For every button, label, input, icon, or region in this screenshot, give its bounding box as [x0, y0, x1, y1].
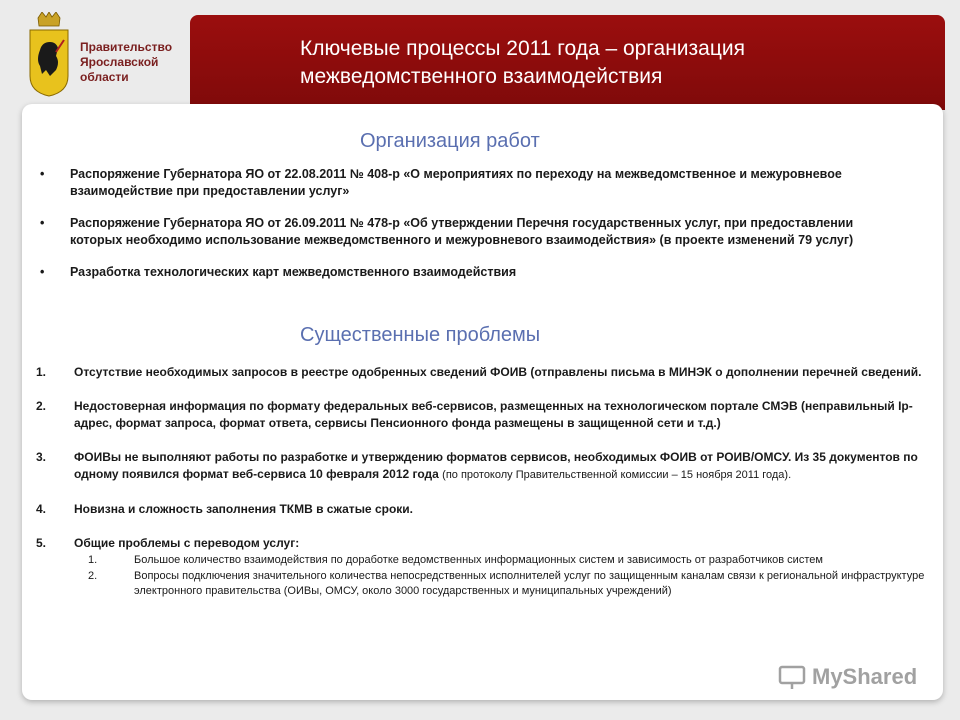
problems-list: [36, 364, 926, 599]
watermark-text: MyShared: [812, 664, 918, 689]
list-item: 1. Отсутствие необходимых запросов в реестре одобренных сведений ФОИВ (отправлены письма в МИНЭК о дополнении перечней сведений.: [36, 365, 922, 379]
page-title: Ключевые процессы 2011 года – организация межведомственного взаимодействия: [300, 37, 745, 88]
list-item: • Распоряжение Губернатора ЯО от 22.08.2011 № 408-р «О мероприятиях по переходу на межведомственное и межуровневое взаимодействие при предоставлении услуг»: [40, 167, 842, 198]
list-item: • Разработка технологических карт межведомственного взаимодействия: [40, 265, 517, 279]
section-heading-organization: Организация работ: [360, 130, 540, 152]
coat-of-arms-icon: [26, 12, 72, 98]
sub-list-item: 1. Большое количество взаимодействия по доработке ведомственных информационных систем и зависимость от разработчиков систем: [88, 554, 823, 566]
organization-bullet-list: [38, 166, 908, 296]
government-logo: [26, 12, 186, 102]
list-item: 5. Общие проблемы с переводом услуг: 1. Большое количество взаимодействия по доработке ведомственных информационных систем и зависимость от разработчиков систем 2. Вопросы подключения значительного количества непосредственных исполнителей услуг по защищенным каналам связи к региональной инфраструктуре электронного правительства (ОИВы, ОМСУ, около 3000 государственных и муниципальных учреждений): [36, 536, 925, 597]
bullet-icon: •: [40, 265, 45, 279]
bullet-icon: •: [40, 216, 45, 230]
content-card: [22, 104, 943, 700]
list-item: 4. Новизна и сложность заполнения ТКМВ в сжатые сроки.: [36, 502, 413, 516]
list-item: • Распоряжение Губернатора ЯО от 26.09.2011 № 478-р «Об утверждении Перечня государственных услуг, при предоставлении которых необходимо использование межведомственного и межуровневого взаимодействия» (в проекте изменений 79 услуг): [40, 216, 854, 247]
bullet-icon: •: [40, 167, 45, 181]
presentation-icon: [778, 663, 806, 691]
sub-list-item: 2. Вопросы подключения значительного количества непосредственных исполнителей услуг по защищенным каналам связи к региональной инфраструктуре электронного правительства (ОИВы, ОМСУ, около 3000 государственных и муниципальных учреждений): [88, 570, 925, 597]
list-item: 3. ФОИВы не выполняют работы по разработке и утверждению форматов сервисов, необходимых ФОИВ от РОИВ/ОМСУ. Из 35 документов по одному появился формат веб-сервиса 10 февраля 2012 года (по протоколу Правительственной комиссии – 15 ноября 2011 года).: [36, 450, 918, 481]
list-item: 2. Недостоверная информация по формату федеральных веб-сервисов, размещенных на технологическом портале СМЭВ (неправильный Ip-адрес, формат запроса, формат ответа, сервисы Пенсионного фонда размещены в защищенной сети и т.д.): [36, 399, 913, 430]
section-heading-problems: Существенные проблемы: [300, 324, 541, 346]
organization-name: Правительство Ярославской области: [80, 40, 173, 84]
title-banner: [190, 15, 945, 110]
watermark: [778, 660, 948, 694]
